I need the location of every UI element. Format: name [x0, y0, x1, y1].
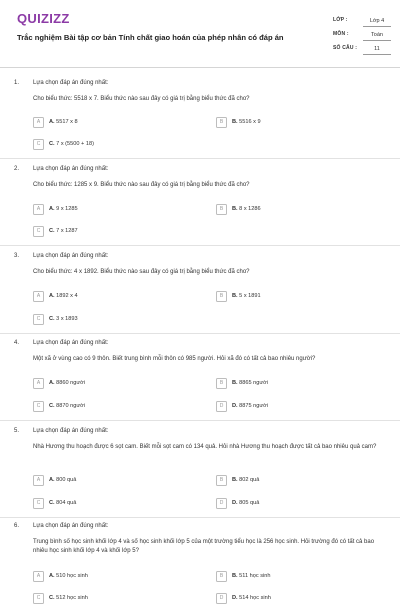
option-prefix: A.	[49, 476, 55, 483]
option-text: 514 học sinh	[239, 594, 271, 601]
option-text: 8875 người	[239, 402, 269, 409]
option-text: 1892 x 4	[56, 292, 78, 299]
option-text: 510 học sinh	[56, 572, 88, 579]
question-instruction: Lựa chọn đáp án đúng nhất:	[33, 428, 109, 434]
meta-label: SỐ CÂU :	[333, 45, 358, 51]
question-number: 3.	[14, 253, 20, 259]
option-text: 5 x 1891	[239, 292, 261, 299]
question-number: 5.	[14, 428, 20, 434]
question-text: Cho biểu thức: 1285 x 9. Biểu thức nào sau đây có giá trị bằng biểu thức đã cho?	[33, 182, 250, 188]
question-divider	[0, 517, 400, 518]
option-prefix: B.	[232, 379, 238, 386]
option-text: 3 x 1893	[56, 315, 78, 322]
meta-label: LỚP :	[333, 17, 348, 23]
question-text: Cho biểu thức: 4 x 1892. Biểu thức nào sau đây có giá trị bằng biểu thức đã cho?	[33, 269, 250, 275]
option-letter-box: B	[216, 204, 227, 215]
option-text: 7 x (5500 + 18)	[56, 140, 94, 147]
option-letter-box: B	[216, 378, 227, 389]
option-letter-box: B	[216, 291, 227, 302]
option-prefix: A.	[49, 379, 55, 386]
option-text: 8865 người	[239, 379, 269, 386]
question-text: Nhà Hương thu hoạch được 6 sọt cam. Biết mỗi sọt cam có 134 quả. Hỏi nhà Hương thu hoạch được tất cả bao nhiêu quả cam?	[33, 444, 377, 450]
option-letter-box: A	[33, 117, 44, 128]
meta-value: 11	[363, 44, 391, 55]
option-prefix: C.	[49, 499, 55, 506]
question-instruction: Lựa chọn đáp án đúng nhất:	[33, 80, 109, 86]
question-divider	[0, 333, 400, 334]
option-prefix: B.	[232, 118, 238, 125]
question-text: Trung bình số học sinh khối lớp 4 và số học sinh khối lớp 5 của một trường tiểu học là 256 học sinh. Hỏi trường đó có tất cả bao nhiêu học sinh khối lớp 4 và khối lớp 5?	[33, 539, 375, 554]
option-letter-box: A	[33, 378, 44, 389]
meta-row-grade	[333, 15, 391, 29]
option-prefix: C.	[49, 315, 55, 322]
quizizz-logo: QUIZIZZ	[17, 11, 70, 26]
option-text: 5517 x 8	[56, 118, 78, 125]
option-letter-box: C	[33, 226, 44, 237]
option-prefix: C.	[49, 402, 55, 409]
question-instruction: Lựa chọn đáp án đúng nhất:	[33, 253, 109, 259]
option-text: 800 quả	[56, 476, 77, 483]
option-text: 805 quả	[239, 499, 260, 506]
meta-row-subject	[333, 29, 391, 43]
option-prefix: A.	[49, 118, 55, 125]
question-divider	[0, 245, 400, 246]
question-number: 4.	[14, 340, 20, 346]
option-text: 804 quả	[56, 499, 77, 506]
option-prefix: A.	[49, 572, 55, 579]
option-letter-box: A	[33, 571, 44, 582]
question-text: Cho biểu thức: 5518 x 7. Biểu thức nào sau đây có giá trị bằng biểu thức đã cho?	[33, 96, 250, 102]
option-text: 9 x 1285	[56, 205, 78, 212]
question-divider	[0, 158, 400, 159]
option-prefix: C.	[49, 594, 55, 601]
quiz-title: Trắc nghiệm Bài tập cơ bản Tính chất giao hoán của phép nhân có đáp án	[17, 33, 284, 42]
option-letter-box: C	[33, 401, 44, 412]
option-letter-box: B	[216, 475, 227, 486]
question-instruction: Lựa chọn đáp án đúng nhất:	[33, 166, 109, 172]
option-letter-box: C	[33, 593, 44, 604]
quiz-meta	[333, 15, 391, 57]
option-letter-box: C	[33, 498, 44, 509]
option-prefix: B.	[232, 292, 238, 299]
option-prefix: C.	[49, 227, 55, 234]
question-number: 1.	[14, 80, 20, 86]
option-letter-box: A	[33, 291, 44, 302]
option-text: 512 học sinh	[56, 594, 88, 601]
option-text: 5516 x 9	[239, 118, 261, 125]
option-prefix: A.	[49, 292, 55, 299]
option-prefix: D.	[232, 499, 238, 506]
meta-value: Toán	[363, 30, 391, 41]
option-letter-box: A	[33, 204, 44, 215]
option-prefix: B.	[232, 476, 238, 483]
option-text: 8860 người	[56, 379, 86, 386]
meta-row-count	[333, 43, 391, 57]
question-text: Một xã ở vùng cao có 9 thôn. Biết trung bình mỗi thôn có 985 người. Hỏi xã đó có tất cả bao nhiêu người?	[33, 356, 316, 362]
option-prefix: C.	[49, 140, 55, 147]
option-prefix: B.	[232, 205, 238, 212]
option-letter-box: B	[216, 571, 227, 582]
question-number: 2.	[14, 166, 20, 172]
question-divider	[0, 420, 400, 421]
option-prefix: A.	[49, 205, 55, 212]
header-divider	[0, 67, 400, 68]
option-text: 511 học sinh	[239, 572, 271, 579]
option-letter-box: D	[216, 401, 227, 412]
option-prefix: D.	[232, 402, 238, 409]
option-letter-box: B	[216, 117, 227, 128]
question-number: 6.	[14, 523, 20, 529]
option-text: 7 x 1287	[56, 227, 78, 234]
option-prefix: B.	[232, 572, 238, 579]
option-letter-box: A	[33, 475, 44, 486]
option-text: 802 quả	[239, 476, 260, 483]
option-text: 8870 người	[56, 402, 86, 409]
option-letter-box: C	[33, 139, 44, 150]
meta-label: MÔN :	[333, 31, 349, 37]
option-letter-box: D	[216, 498, 227, 509]
option-prefix: D.	[232, 594, 238, 601]
option-letter-box: C	[33, 314, 44, 325]
meta-value: Lớp 4	[363, 16, 391, 27]
quiz-header	[0, 0, 400, 66]
option-letter-box: D	[216, 593, 227, 604]
question-instruction: Lựa chọn đáp án đúng nhất:	[33, 340, 109, 346]
option-text: 8 x 1286	[239, 205, 261, 212]
question-instruction: Lựa chọn đáp án đúng nhất:	[33, 523, 109, 529]
